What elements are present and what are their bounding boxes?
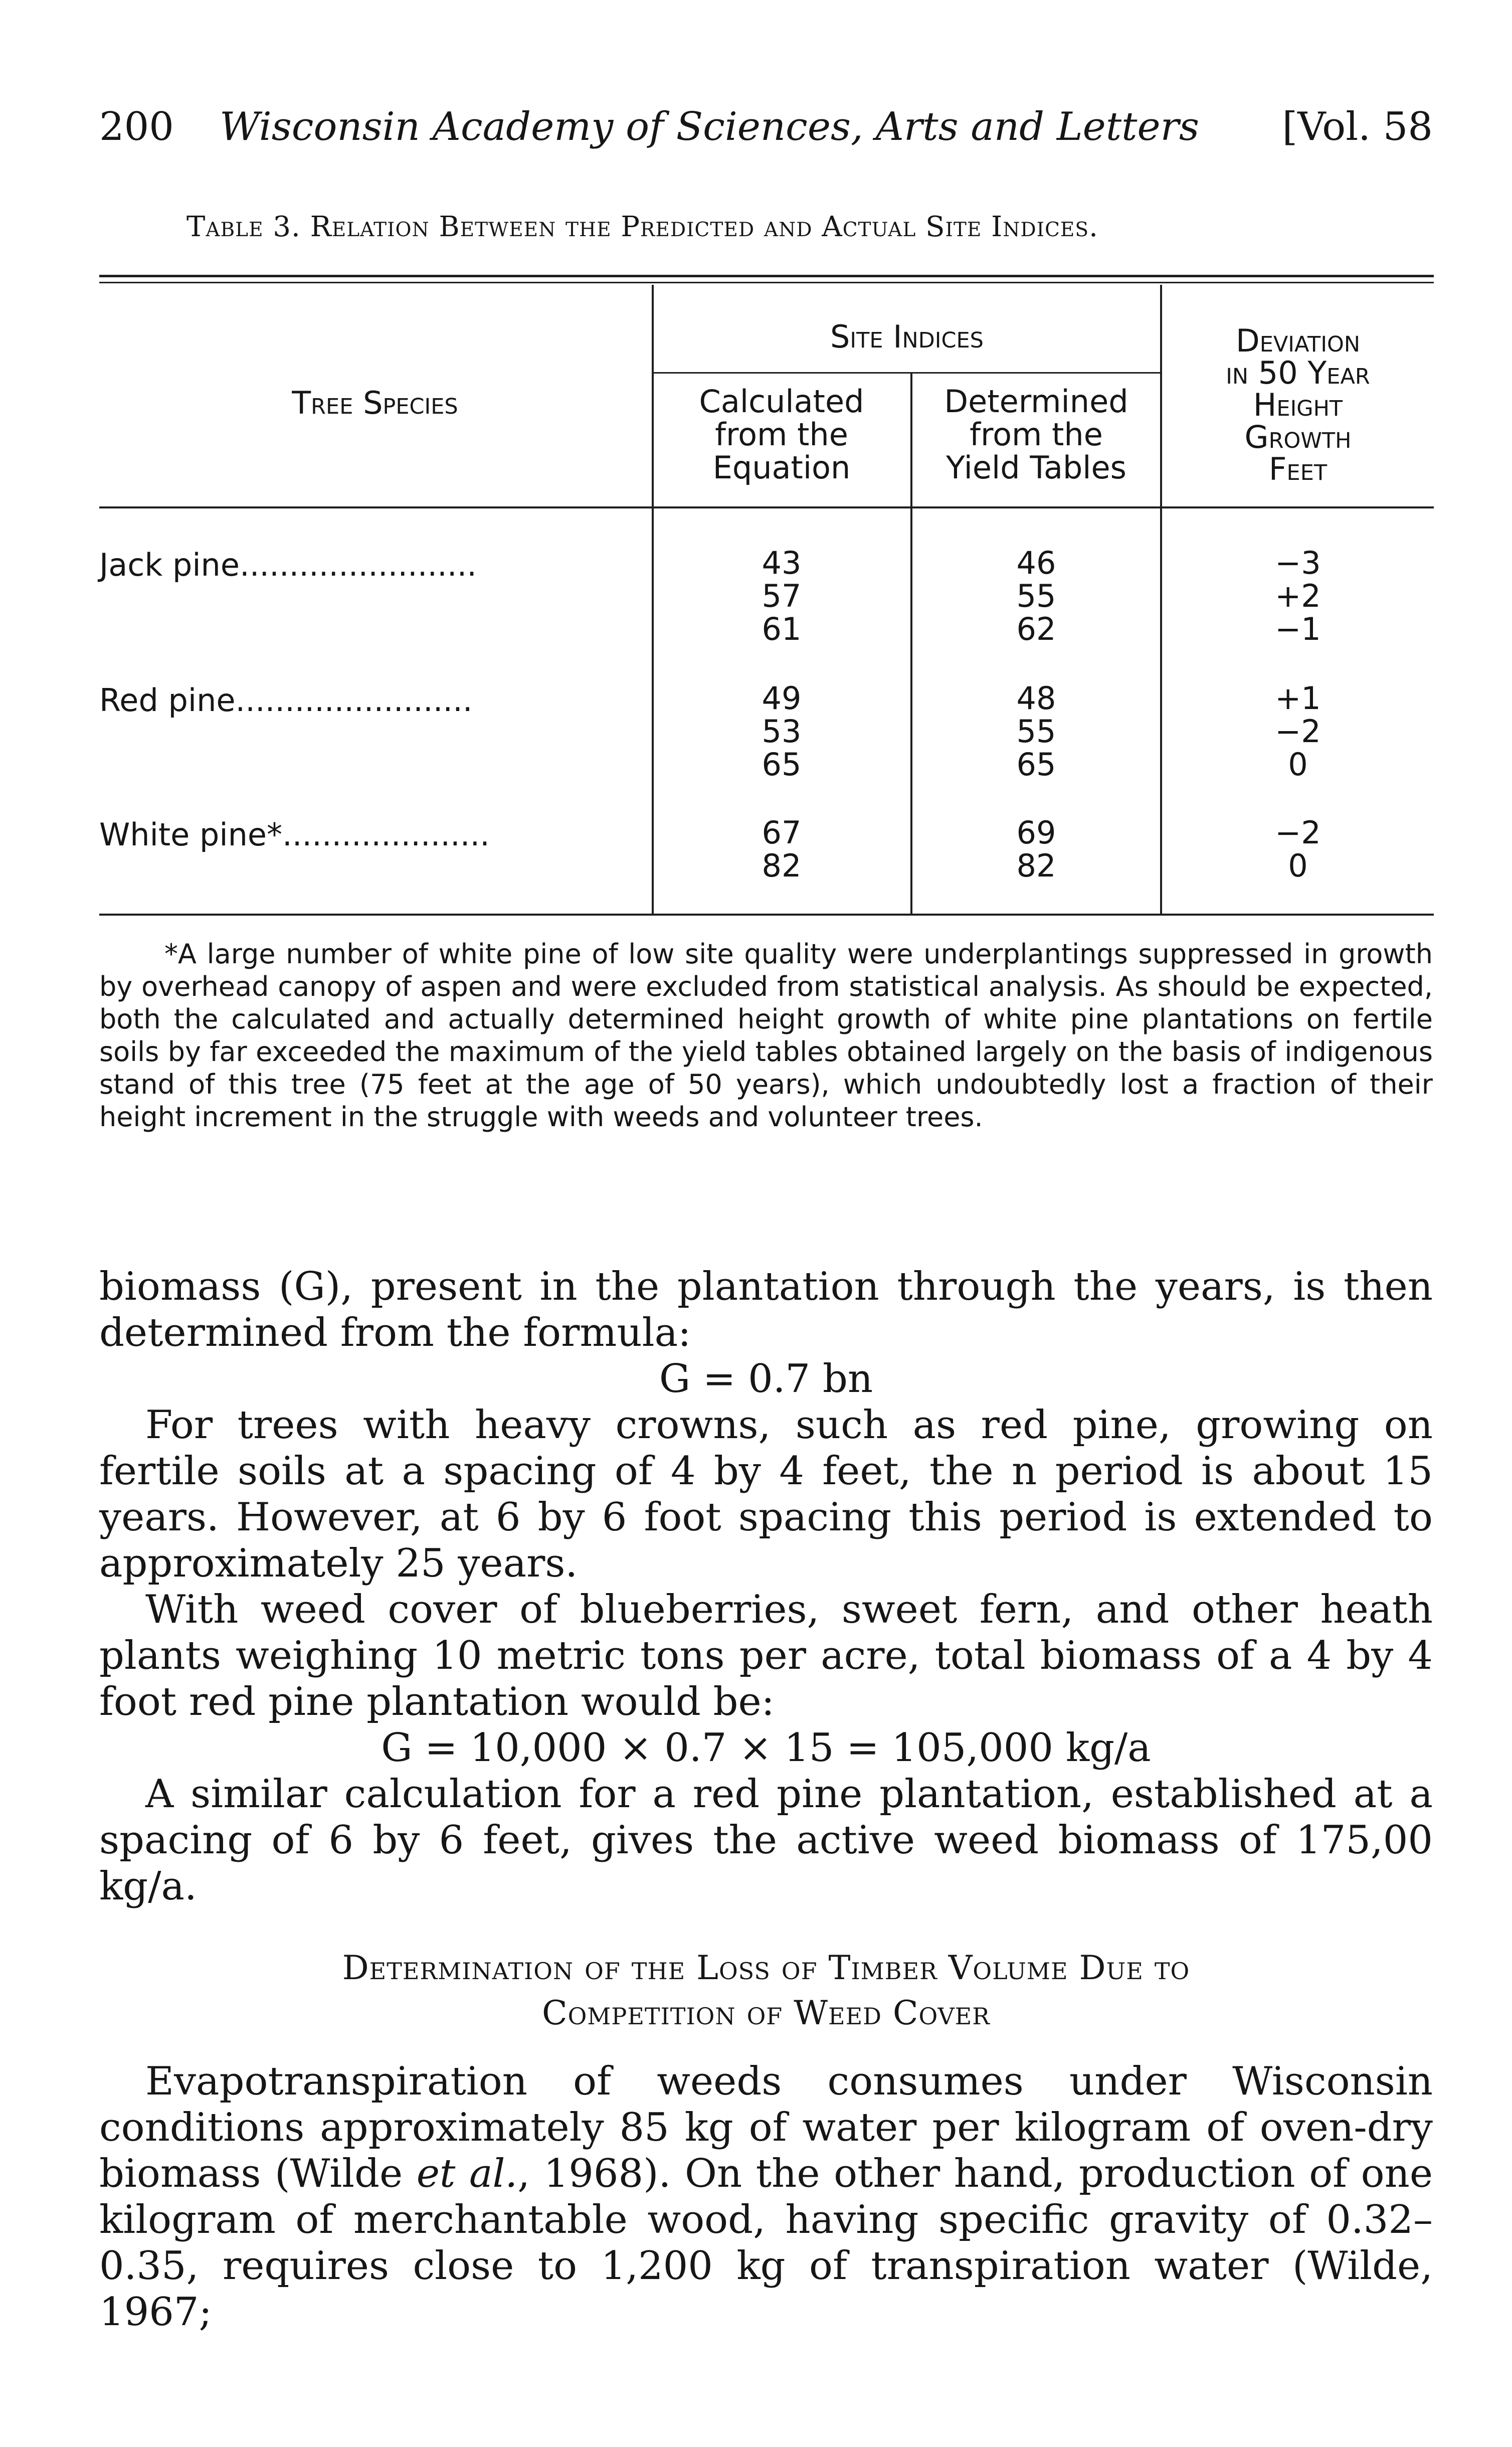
body-text-lower: [99, 2058, 1433, 2335]
section-heading: Determination of the Loss of Timber Volume Due to Competition of Weed Cover: [342, 1949, 1190, 2032]
calc-white-pine: 67 82: [762, 814, 802, 884]
table-row-white-pine: White pine*.....................: [99, 816, 490, 853]
column-header-determined: Determined from the Yield Tables: [944, 383, 1128, 486]
equation-1: G = 0.7 bn: [659, 1356, 873, 1402]
page-number: 200: [99, 104, 174, 149]
calc-red-pine: 49 53 65: [762, 680, 802, 783]
paragraph: Evapotranspiration of weeds consumes under Wisconsin conditions approximately 85 kg of water per kilogram of oven-dry biomass (Wilde et al., 1968). On the other hand, production of one kilogram of merchantable wood, having specific gravity of 0.32–0.35, requires close to 1,200 kg of transpiration water (Wilde, 1967;: [99, 2059, 1433, 2335]
paragraph: biomass (G), present in the plantation through the years, is then determined from the formula:: [99, 1264, 1433, 1355]
det-white-pine: 69 82: [1016, 814, 1056, 884]
table-bottom-rule: [99, 914, 1434, 916]
column-header-species: Tree Species: [292, 385, 458, 421]
table-row-jack-pine: Jack pine........................: [99, 547, 477, 583]
table-row-red-pine: Red pine........................: [99, 682, 473, 719]
table-footnote: *A large number of white pine of low site quality were underplantings suppressed in growth by overhead canopy of aspen and were excluded from statistical analysis. As should be expected, both the calculated and actually determined height growth of white pine plantations on fertile soils by far exceeded the maximum of the yield tables obtained largely on the basis of indigenous stand of this tree (75 feet at the age of 50 years), which undoubtedly lost a fraction of their height increment in the struggle with weeds and volunteer trees.: [99, 938, 1433, 1133]
column-header-deviation: Deviation in 50 Year Height Growth Feet: [1226, 322, 1370, 487]
dev-red-pine: +1 −2 0: [1275, 680, 1321, 783]
dev-jack-pine: −3 +2 −1: [1275, 545, 1321, 647]
running-header: [99, 104, 1433, 159]
column-header-calculated: Calculated from the Equation: [699, 383, 864, 486]
paragraph: A similar calculation for a red pine plantation, established at a spacing of 6 by 6 feet, gives the active weed biomass of 175,00 kg/a.: [99, 1772, 1433, 1909]
journal-title: Wisconsin Academy of Sciences, Arts and Letters: [220, 104, 1199, 149]
calc-jack-pine: 43 57 61: [762, 545, 802, 647]
det-jack-pine: 46 55 62: [1016, 545, 1056, 647]
volume-label: [Vol. 58: [1282, 104, 1433, 149]
dev-white-pine: −2 0: [1275, 814, 1321, 884]
paragraph: For trees with heavy crowns, such as red pine, growing on fertile soils at a spacing of 4 by 4 feet, the n period is about 15 years. However, at 6 by 6 foot spacing this period is extended to approximately 25 years.: [99, 1403, 1433, 1586]
body-text-upper: [99, 1264, 1433, 1909]
table-top-rule: [99, 275, 1434, 277]
header-bottom-rule: [99, 506, 1434, 508]
table-top-rule-2: [99, 282, 1434, 283]
site-indices-rule: [653, 372, 1161, 374]
column-header-site-indices: Site Indices: [830, 318, 984, 355]
table-caption: Table 3. Relation Between the Predicted and Actual Site Indices.: [186, 211, 1098, 243]
equation-2: G = 10,000 × 0.7 × 15 = 105,000 kg/a: [381, 1725, 1151, 1771]
paragraph: With weed cover of blueberries, sweet fern, and other heath plants weighing 10 metric tons per acre, total biomass of a 4 by 4 foot red pine plantation would be:: [99, 1587, 1433, 1724]
det-red-pine: 48 55 65: [1016, 680, 1056, 783]
